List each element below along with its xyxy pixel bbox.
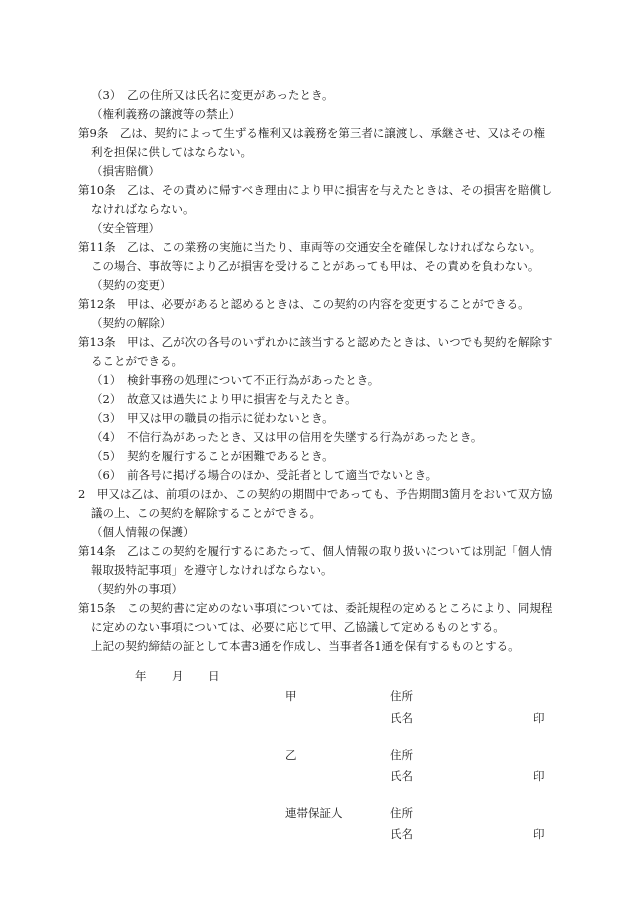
article-15-cont: に定めのない事項については、必要に応じて甲、乙協議して定めるものとする。: [91, 620, 505, 634]
party-label: 乙: [285, 748, 297, 762]
article-15: 第15条 この契約書に定めのない事項については、委託規程の定めるところにより、同規程: [78, 601, 553, 615]
date-day: 日: [208, 669, 220, 683]
section-heading: （権利義務の譲渡等の禁止）: [91, 107, 241, 121]
section-heading: （契約の変更）: [91, 278, 172, 292]
article-13-para-2-cont: 議の上、この契約を解除することができる。: [91, 506, 321, 520]
article-10-cont: なければならない。: [91, 202, 195, 216]
article-14: 第14条 乙はこの契約を履行するにあたって、個人情報の取り扱いについては別記「個人情: [78, 544, 553, 558]
article-14-cont: 報取扱特記事項」を遵守しなければならない。: [91, 563, 333, 577]
article-13-cont: ることができる。: [91, 354, 183, 368]
section-heading: （契約の解除）: [91, 316, 172, 330]
section-heading: （安全管理）: [91, 221, 160, 235]
article-11-cont: この場合、事故等により乙が損害を受けることがあっても甲は、その責めを負わない。: [91, 259, 540, 273]
article-13: 第13条 甲は、乙が次の各号のいずれかに該当すると認めたときは、いつでも契約を解除す: [78, 335, 553, 349]
list-item: （6） 前各号に掲げる場合のほか、受託者として適当でないとき。: [91, 468, 438, 482]
party-label: 甲: [285, 689, 297, 703]
list-item: （3） 乙の住所又は氏名に変更があったとき。: [91, 88, 334, 102]
article-11: 第11条 乙は、この業務の実施に当たり、車両等の交通安全を確保しなければならない。: [78, 240, 542, 254]
closing-statement: 上記の契約締結の証として本書3通を作成し、当事者各1通を保有するものとする。: [91, 639, 520, 653]
name-label: 氏名: [390, 827, 413, 841]
address-label: 住所: [390, 806, 413, 820]
seal-mark: 印: [533, 827, 545, 841]
address-label: 住所: [390, 689, 413, 703]
name-label: 氏名: [390, 711, 413, 725]
list-item: （1） 検針事務の処理について不正行為があったとき。: [91, 373, 380, 387]
seal-mark: 印: [533, 769, 545, 783]
list-item: （4） 不信行為があったとき、又は甲の信用を失墜する行為があったとき。: [91, 430, 483, 444]
date-year: 年: [135, 669, 147, 683]
article-9: 第9条 乙は、契約によって生ずる権利又は義務を第三者に譲渡し、承継させ、又はその権: [78, 126, 545, 140]
seal-mark: 印: [533, 711, 545, 725]
name-label: 氏名: [390, 769, 413, 783]
date-month: 月: [172, 669, 184, 683]
list-item: （5） 契約を履行することが困難であるとき。: [91, 449, 334, 463]
section-heading: （契約外の事項）: [91, 582, 183, 596]
article-12: 第12条 甲は、必要があると認めるときは、この契約の内容を変更することができる。: [78, 297, 530, 311]
article-9-cont: 利を担保に供してはならない。: [91, 145, 252, 159]
article-10: 第10条 乙は、その責めに帰すべき理由により甲に損害を与えたときは、その損害を賠償し: [78, 183, 553, 197]
party-label: 連帯保証人: [285, 806, 343, 820]
section-heading: （個人情報の保護）: [91, 525, 195, 539]
article-13-para-2: 2 甲又は乙は、前項のほか、この契約の期間中であっても、予告期間3箇月をおいて双方協: [78, 487, 553, 501]
section-heading: （損害賠償）: [91, 164, 160, 178]
list-item: （2） 故意又は過失により甲に損害を与えたとき。: [91, 392, 357, 406]
address-label: 住所: [390, 748, 413, 762]
list-item: （3） 甲又は甲の職員の指示に従わないとき。: [91, 411, 334, 425]
